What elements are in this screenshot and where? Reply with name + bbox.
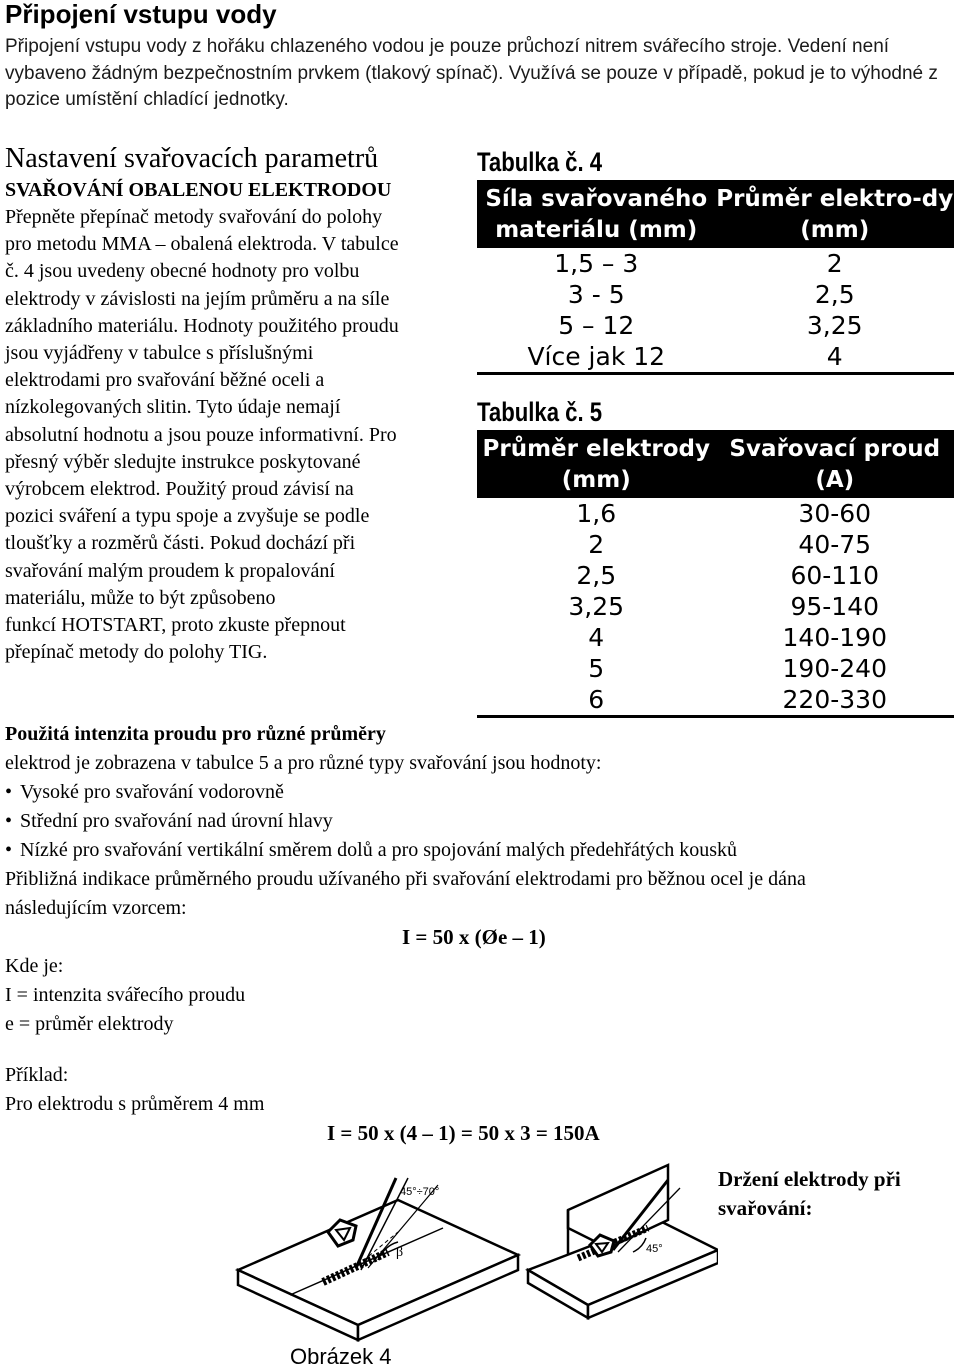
water-paragraph: Připojení vstupu vody z hořáku chlazeného vodou je pouze průchozí nitrem svářecího stroje. Vedení není vybaveno žádným bezpečnostním prvkem (tlakový spínač). Využívá se pouze v případě, pokud je to výhodné z pozice umístění chladící jednotky. (5, 36, 938, 110)
table-cell: 3,25 (568, 592, 625, 621)
table5-header-diameter: Průměr elektrody (mm) (477, 430, 716, 498)
table-cell: 40-75 (798, 530, 872, 559)
params-line: přesný výběr sledujte instrukce poskytované (5, 450, 361, 473)
params-line: přepínač metody do polohy TIG. (5, 641, 268, 664)
where-label: Kde je: (5, 955, 64, 977)
params-line: pro metodu MMA – obalená elektroda. V tabulce (5, 233, 399, 256)
table-cell: 2 (826, 249, 843, 278)
params-paragraph (5, 204, 475, 666)
table-cell: 3 - 5 (567, 280, 625, 309)
grip-title-text: Držení elektrody při svařování: (718, 1167, 901, 1220)
table-row (477, 684, 954, 717)
params-line: absolutní hodnotu a jsou pouze informativní. Pro (5, 423, 397, 446)
list-item: • Vysoké pro svařování vodorovně (5, 778, 955, 807)
angle-label-right: 45° (646, 1243, 663, 1255)
table-row (477, 310, 954, 341)
params-line: jsou vyjádřeny v tabulce s příslušnými (5, 342, 314, 365)
approx-line: Přibližná indikace průměrného proudu užívaného při svařování elektrodami pro běžnou ocel je dána (5, 868, 806, 890)
grip-title (718, 1165, 943, 1223)
list-item: • Nízké pro svařování vertikální směrem dolů a pro spojování malých předehřátých kousků (5, 836, 955, 865)
table-cell: 2 (588, 530, 605, 559)
params-line: výrobcem elektrod. Použitý proud závisí na (5, 478, 354, 501)
table-cell: 30-60 (798, 499, 872, 528)
example-text: Pro elektrodu s průměrem 4 mm (5, 1093, 265, 1115)
electrode-figure (228, 1160, 718, 1345)
table-cell: 4 (826, 342, 843, 371)
table4-header-diameter: Průměr elektro-dy (mm) (716, 180, 955, 248)
table5 (477, 430, 954, 718)
section-subtitle-mma: SVAŘOVÁNÍ OBALENOU ELEKTRODOU (5, 179, 392, 201)
params-line: svařování malým proudem k propalování (5, 559, 335, 582)
formula: I = 50 x (Øe – 1) (402, 925, 546, 949)
definition-i: I = intenzita svářecího proudu (5, 984, 246, 1006)
figure-caption: Obrázek 4 (290, 1344, 392, 1369)
table4-caption: Tabulka č. 4 (477, 147, 603, 177)
table5-header-current: Svařovací proud (A) (716, 430, 955, 498)
table-row (477, 279, 954, 310)
current-section (5, 720, 955, 1148)
approx-line: následujícím vzorcem: (5, 897, 187, 919)
table-cell: 140-190 (782, 623, 887, 652)
example-label: Příklad: (5, 1064, 69, 1086)
table4-header-thickness: Síla svařovaného materiálu (mm) (477, 180, 716, 248)
table-row (477, 248, 954, 279)
list-item: • Střední pro svařování nad úrovní hlavy (5, 807, 955, 836)
table-row (477, 529, 954, 560)
table-cell: 6 (588, 685, 605, 714)
params-line: č. 4 jsou uvedeny obecné hodnoty pro volbu (5, 260, 360, 283)
params-line: funkcí HOTSTART, proto zkuste přepnout (5, 614, 346, 637)
angle-label-beta: β (396, 1245, 404, 1260)
table-cell: 2,5 (576, 561, 617, 590)
table-cell: Více jak 12 (527, 342, 666, 371)
angle-label-left: 45°÷70° (400, 1186, 440, 1198)
t-joint-drawing (528, 1165, 718, 1318)
section-title-water: Připojení vstupu vody (5, 0, 277, 29)
table-cell: 1,5 – 3 (554, 249, 639, 278)
table4 (477, 180, 954, 375)
table-cell: 60-110 (790, 561, 880, 590)
flat-plate-drawing (238, 1178, 518, 1340)
table-cell: 1,6 (576, 499, 617, 528)
table-row (477, 560, 954, 591)
table-row (477, 653, 954, 684)
current-line: elektrod je zobrazena v tabulce 5 a pro různé typy svařování jsou hodnoty: (5, 752, 602, 774)
table-cell: 220-330 (782, 685, 887, 714)
table-cell: 3,25 (806, 311, 863, 340)
params-line: elektrody v závislosti na jejím průměru a na síle (5, 287, 390, 310)
table-row (477, 341, 954, 374)
table-row (477, 498, 954, 529)
params-line: tloušťky a rozměrů části. Pokud dochází při (5, 532, 356, 555)
params-line: elektrodami pro svařování běžné oceli a (5, 369, 325, 392)
params-line: nízkolegovaných slitin. Tyto údaje nemají (5, 396, 341, 419)
table-cell: 5 – 12 (558, 311, 635, 340)
table-cell: 190-240 (782, 654, 887, 683)
table-cell: 2,5 (814, 280, 855, 309)
table-row (477, 622, 954, 653)
table5-caption: Tabulka č. 5 (477, 397, 603, 427)
example-formula: I = 50 x (4 – 1) = 50 x 3 = 150A (327, 1121, 600, 1145)
params-line: pozici sváření a typu spoje a zvyšuje se podle (5, 505, 370, 528)
params-line: materiálu, může to být způsobeno (5, 586, 276, 609)
definition-e: e = průměr elektrody (5, 1013, 174, 1035)
table-row (477, 591, 954, 622)
table-cell: 95-140 (790, 592, 880, 621)
params-line: Přepněte přepínač metody svařování do polohy (5, 206, 383, 228)
table-cell: 5 (588, 654, 605, 683)
params-line: základního materiálu. Hodnoty použitého proudu (5, 314, 399, 337)
table-cell: 4 (588, 623, 605, 652)
section-title-params: Nastavení svařovacích parametrů (5, 143, 379, 174)
current-heading: Použitá intenzita proudu pro různé průměry (5, 723, 386, 745)
